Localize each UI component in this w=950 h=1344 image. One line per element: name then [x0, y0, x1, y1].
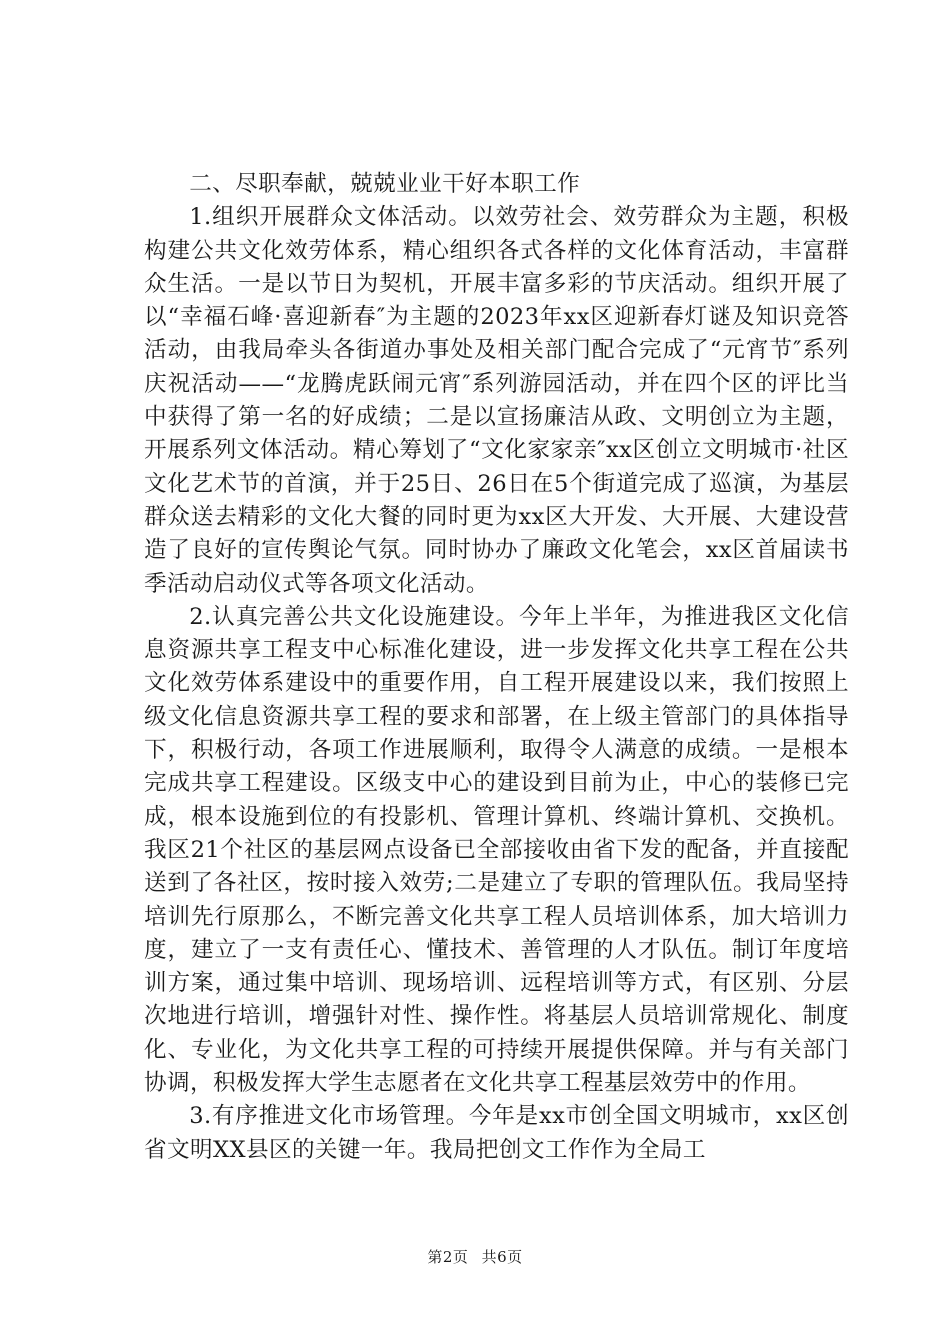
page-number: 第2页: [427, 1248, 469, 1266]
paragraph-3: 3.有序推进文化市场管理。今年是xx市创全国文明城市，xx区创省文明XX县区的关键一年。我局把创文工作作为全局工: [144, 1103, 849, 1163]
page-total: 共6页: [481, 1248, 523, 1266]
page-footer: [0, 1246, 950, 1267]
paragraph-2: 2.认真完善公共文化设施建设。今年上半年，为推进我区文化信息资源共享工程支中心标准化建设，进一步发挥文化共享工程在公共文化效劳体系建设中的重要作用，自工程开展建设以来，我们按照上级文化信息资源共享工程的要求和部署，在上级主管部门的具体指导下，积极行动，各项工作进展顺利，取得令人满意的成绩。一是根本完成共享工程建设。区级支中心的建设到目前为止，中心的装修已完成，根本设施到位的有投影机、管理计算机、终端计算机、交换机。我区21个社区的基层网点设备已全部接收由省下发的配备，并直接配送到了各社区，按时接入效劳;二是建立了专职的管理队伍。我局坚持培训先行原那么，不断完善文化共享工程人员培训体系，加大培训力度，建立了一支有责任心、懂技术、善管理的人才队伍。制订年度培训方案，通过集中培训、现场培训、远程培训等方式，有区别、分层次地进行培训，增强针对性、操作性。将基层人员培训常规化、制度化、专业化，为文化共享工程的可持续开展提供保障。并与有关部门协调，积极发挥大学生志愿者在文化共享工程基层效劳中的作用。: [144, 603, 849, 1097]
paragraph-1: 1.组织开展群众文体活动。以效劳社会、效劳群众为主题，积极构建公共文化效劳体系，精心组织各式各样的文化体育活动，丰富群众生活。一是以节日为契机，开展丰富多彩的节庆活动。组织开展了以“幸福石峰·喜迎新春″为主题的2023年xx区迎新春灯谜及知识竞答活动，由我局牵头各街道办事处及相关部门配合完成了“元宵节″系列庆祝活动——“龙腾虎跃闹元宵″系列游园活动，并在四个区的评比当中获得了第一名的好成绩；二是以宣扬廉洁从政、文明创立为主题，开展系列文体活动。精心筹划了“文化家家亲″xx区创立文明城市·社区文化艺术节的首演，并于25日、26日在5个街道完成了巡演，为基层群众送去精彩的文化大餐的同时更为xx区大开发、大开展、大建设营造了良好的宣传舆论气氛。同时协办了廉政文化笔会，xx区首届读书季活动启动仪式等各项文化活动。: [144, 204, 849, 597]
document-body: [144, 168, 849, 1167]
section-heading: 二、尽职奉献，兢兢业业干好本职工作: [189, 171, 581, 197]
